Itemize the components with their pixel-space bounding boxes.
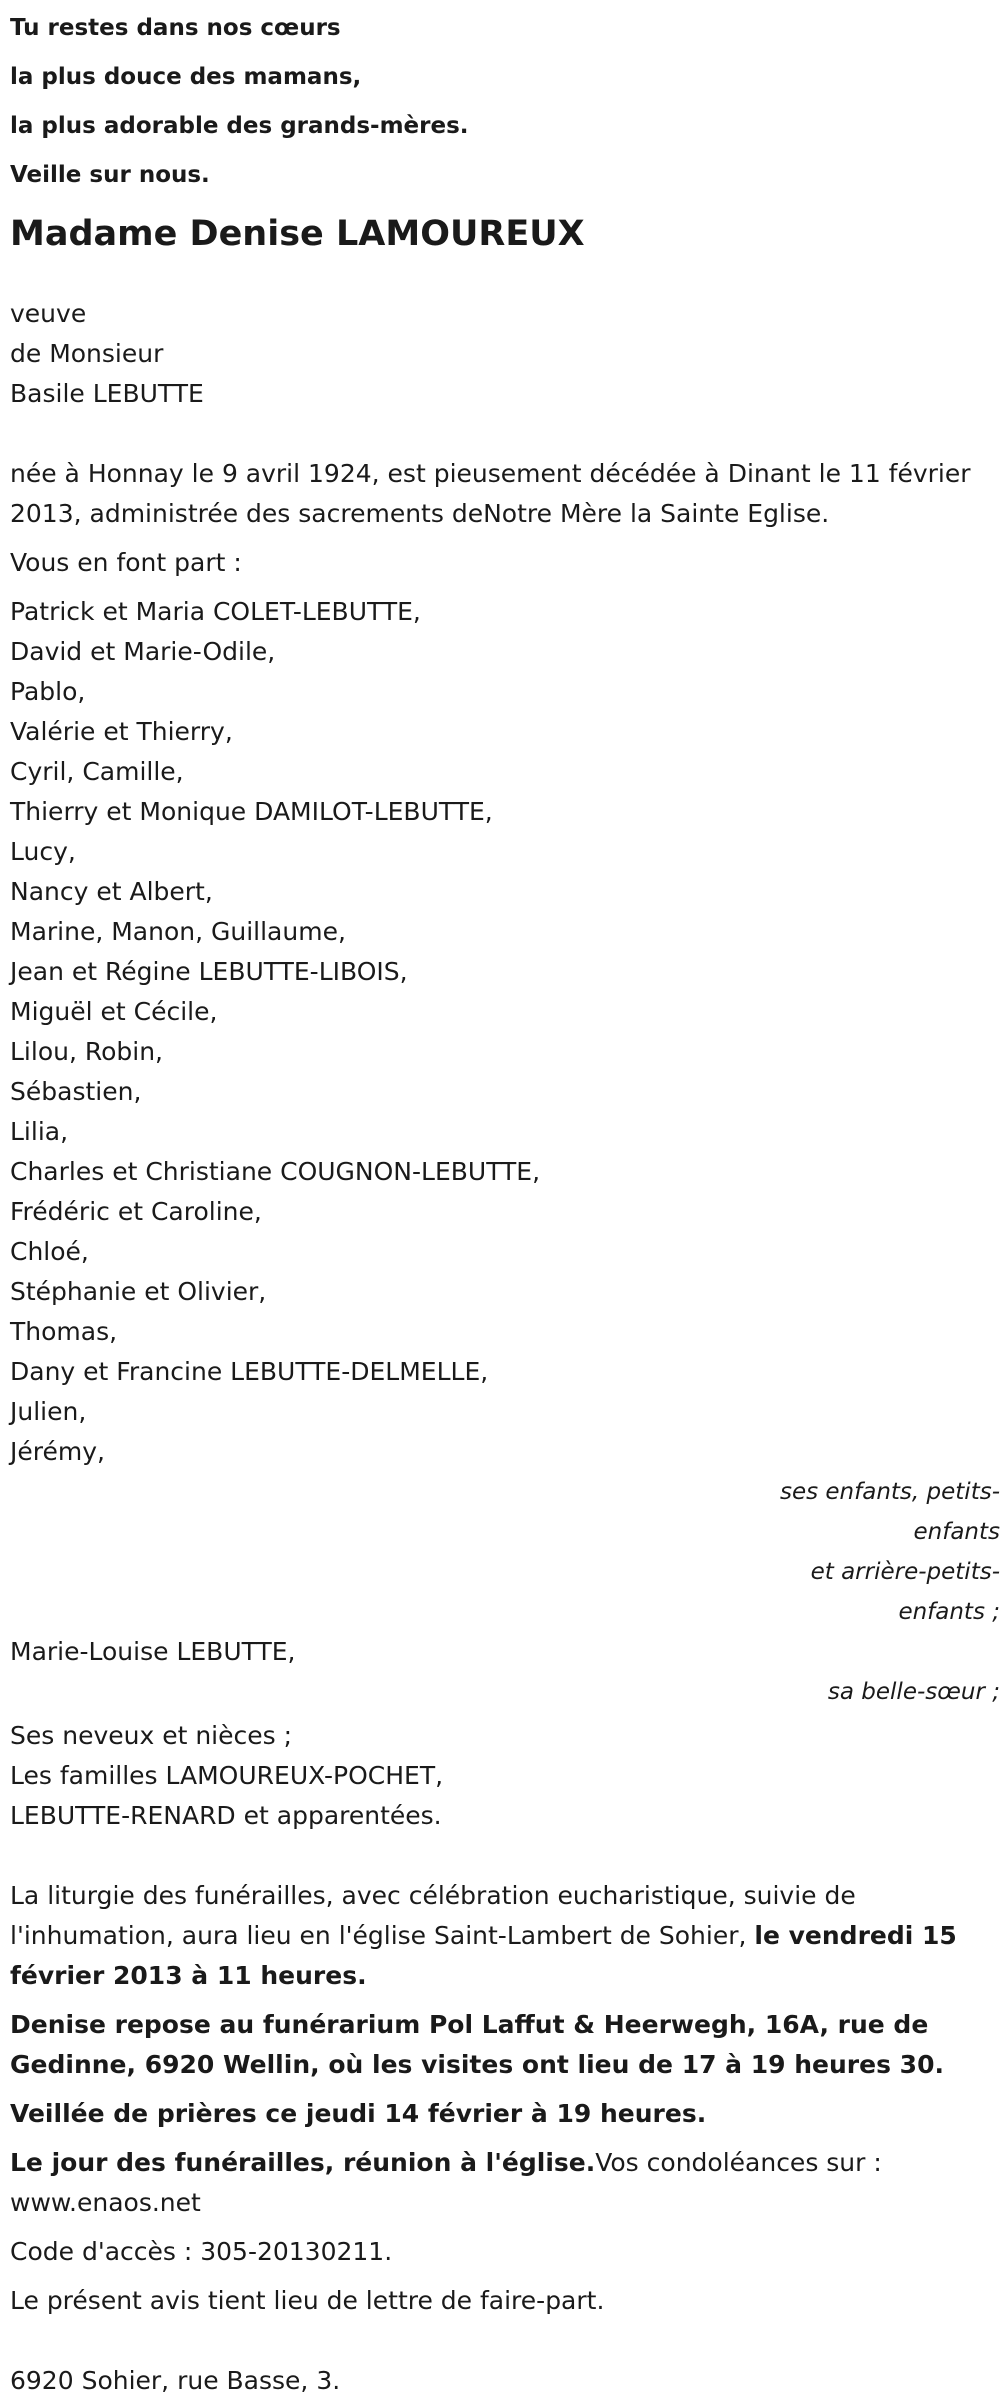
condolences-text: Vos condoléances sur : www.enaos.net <box>10 2148 882 2217</box>
family-list-item: Lilou, Robin, <box>10 1037 164 1066</box>
verse-line: Tu restes dans nos cœurs <box>10 15 341 41</box>
verse-line: la plus adorable des grands-mères. <box>10 113 469 139</box>
sister-in-law-name: Marie-Louise LEBUTTE, <box>10 1637 296 1666</box>
relation-block-2 <box>10 1672 1000 1712</box>
verse-line: la plus douce des mamans, <box>10 64 362 90</box>
family-list-item: Valérie et Thierry, <box>10 717 233 746</box>
relation-block <box>10 1472 1000 1632</box>
family-list-item: Lucy, <box>10 837 76 866</box>
address: 6920 Sohier, rue Basse, 3. <box>10 2366 341 2395</box>
verse <box>10 4 990 200</box>
notice-text: Le présent avis tient lieu de lettre de faire-part. <box>10 2286 605 2315</box>
other-family-line: LEBUTTE-RENARD et apparentées. <box>10 1801 442 1830</box>
family-list-item: Marine, Manon, Guillaume, <box>10 917 346 946</box>
liturgy-paragraph <box>10 1876 990 1996</box>
family-list <box>10 592 990 1472</box>
relation-sister-in-law: sa belle-sœur ; <box>827 1679 1000 1705</box>
other-family <box>10 1716 990 1836</box>
widow-line: Basile LEBUTTE <box>10 379 204 408</box>
birth-death-text: née à Honnay le 9 avril 1924, est pieusement décédée à Dinant le 11 février 2013, administrée des sacrements deNotre Mère la Sainte Eglise. <box>10 459 971 528</box>
family-list-item: David et Marie-Odile, <box>10 637 276 666</box>
meeting-paragraph <box>10 2143 990 2223</box>
family-list-item: Chloé, <box>10 1237 89 1266</box>
funerarium-text: Denise repose au funérarium Pol Laffut & Heerwegh, 16A, rue de Gedinne, 6920 Wellin, où les visites ont lieu de 17 à 19 heures 30. <box>10 2010 944 2079</box>
family-list-item: Stéphanie et Olivier, <box>10 1277 267 1306</box>
family-list-item: Cyril, Camille, <box>10 757 184 786</box>
relation-great-grandchildren: et arrière-petits-enfants ; <box>810 1559 1000 1625</box>
family-list-item: Frédéric et Caroline, <box>10 1197 262 1226</box>
liturgy-date: le vendredi 15 février 2013 à 11 heures. <box>10 1921 957 1990</box>
family-list-item: Julien, <box>10 1397 87 1426</box>
family-list-item: Patrick et Maria COLET-LEBUTTE, <box>10 597 421 626</box>
family-list-item: Charles et Christiane COUGNON-LEBUTTE, <box>10 1157 541 1186</box>
family-list-item: Sébastien, <box>10 1077 142 1106</box>
deceased-name: Madame Denise LAMOUREUX <box>10 214 585 254</box>
announce-intro: Vous en font part : <box>10 548 242 577</box>
vigil-text: Veillée de prières ce jeudi 14 février à 19 heures. <box>10 2099 707 2128</box>
family-list-item: Miguël et Cécile, <box>10 997 218 1026</box>
widow-line: de Monsieur <box>10 339 164 368</box>
family-list-item: Pablo, <box>10 677 86 706</box>
family-list-item: Thierry et Monique DAMILOT-LEBUTTE, <box>10 797 493 826</box>
family-list-item: Jérémy, <box>10 1437 105 1466</box>
family-list-item: Thomas, <box>10 1317 118 1346</box>
family-list-item: Nancy et Albert, <box>10 877 213 906</box>
access-code: Code d'accès : 305-20130211. <box>10 2237 393 2266</box>
family-list-item: Jean et Régine LEBUTTE-LIBOIS, <box>10 957 408 986</box>
other-family-line: Les familles LAMOUREUX-POCHET, <box>10 1761 444 1790</box>
other-family-line: Ses neveux et nièces ; <box>10 1721 293 1750</box>
verse-line: Veille sur nous. <box>10 162 210 188</box>
widow-line: veuve <box>10 299 87 328</box>
relation-children: ses enfants, petits-enfants <box>779 1479 1000 1545</box>
family-list-item: Dany et Francine LEBUTTE-DELMELLE, <box>10 1357 489 1386</box>
widow-of <box>10 294 990 414</box>
liturgy-text: La liturgie des funérailles, avec célébration eucharistique, suivie de l'inhumation, aura lieu en l'église Saint-Lambert de Sohier, <box>10 1881 856 1950</box>
family-list-item: Lilia, <box>10 1117 69 1146</box>
meeting-text: Le jour des funérailles, réunion à l'église. <box>10 2148 596 2177</box>
